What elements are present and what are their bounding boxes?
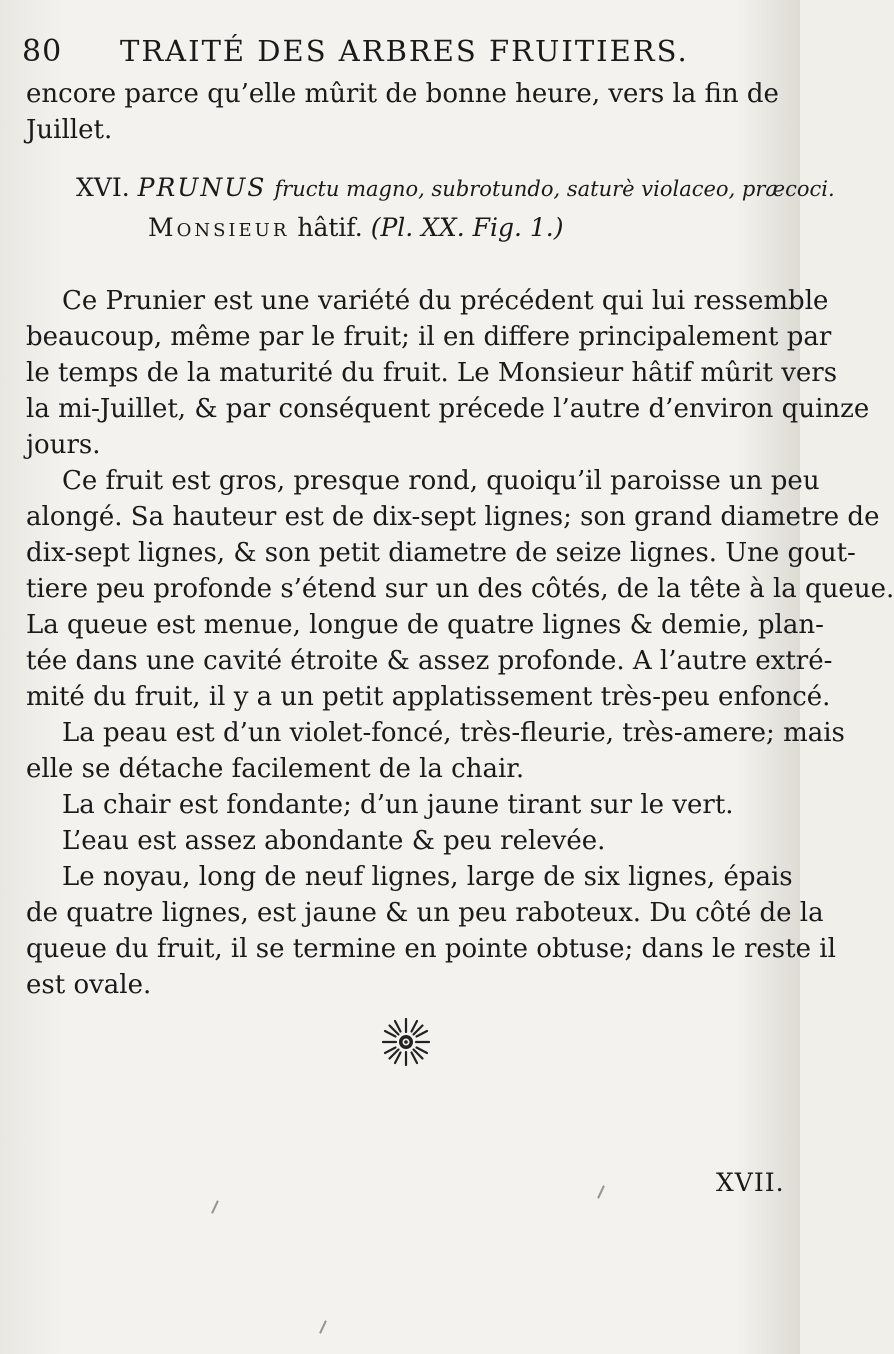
text-line: beaucoup, même par le fruit; il en differe principalement par: [26, 322, 832, 352]
text-line: mité du fruit, il y a un petit applatissement très-peu enfoncé.: [26, 682, 831, 712]
text-line: elle se détache facilement de la chair.: [26, 754, 525, 784]
entry-heading: [76, 173, 835, 202]
text-line: dix-sept lignes, & son petit diametre de seize lignes. Une gout-: [26, 538, 856, 568]
text-line: L’eau est assez abondante & peu relevée.: [62, 826, 606, 856]
french-name: Monsieur: [148, 213, 290, 242]
text-line: de quatre lignes, est jaune & un peu raboteux. Du côté de la: [26, 898, 824, 928]
page-number: 80: [22, 34, 63, 69]
text-line: La peau est d’un violet-foncé, très-fleurie, très-amere; mais: [62, 718, 845, 748]
paper-speck: [319, 1320, 327, 1334]
running-head: [22, 26, 782, 70]
french-name-rest: hâtif.: [297, 213, 363, 242]
text-line: La chair est fondante; d’un jaune tirant sur le vert.: [62, 790, 734, 820]
text-line: Le noyau, long de neuf lignes, large de six lignes, épais: [62, 862, 793, 892]
text-line: la mi-Juillet, & par conséquent précede l’autre d’environ quinze: [26, 394, 870, 424]
entry-french-name: [148, 213, 564, 242]
catchword: XVII.: [716, 1168, 785, 1197]
text-line: Ce fruit est gros, presque rond, quoiqu’il paroisse un peu: [62, 466, 820, 496]
text-line: tée dans une cavité étroite & assez profonde. A l’autre extré-: [26, 646, 833, 676]
text-line: Juillet.: [26, 115, 113, 145]
paper-speck: [211, 1200, 219, 1214]
text-line: est ovale.: [26, 970, 152, 1000]
running-title: TRAITÉ DES ARBRES FRUITIERS.: [120, 34, 689, 68]
text-line: alongé. Sa hauteur est de dix-sept lignes; son grand diametre de: [26, 502, 880, 532]
text-line: Ce Prunier est une variété du précédent qui lui ressemble: [62, 286, 829, 316]
entry-latin-description: fructu magno, subrotundo, saturè violaceo, præcoci.: [274, 177, 835, 201]
text-line: jours.: [26, 430, 101, 460]
text-line: le temps de la maturité du fruit. Le Monsieur hâtif mûrit vers: [26, 358, 838, 388]
text-line: queue du fruit, il se termine en pointe obtuse; dans le reste il: [26, 934, 836, 964]
entry-number: XVI.: [76, 173, 130, 202]
paper-speck: [597, 1185, 605, 1199]
entry-genus: PRUNUS: [137, 173, 267, 202]
text-line: La queue est menue, longue de quatre lignes & demie, plan-: [26, 610, 824, 640]
text-line: tiere peu profonde s’étend sur un des côtés, de la tête à la queue.: [26, 574, 894, 604]
rosette-ornament-icon: [380, 1016, 432, 1068]
plate-reference: (Pl. XX. Fig. 1.): [370, 213, 564, 242]
text-line: encore parce qu’elle mûrit de bonne heure, vers la fin de: [26, 79, 779, 109]
